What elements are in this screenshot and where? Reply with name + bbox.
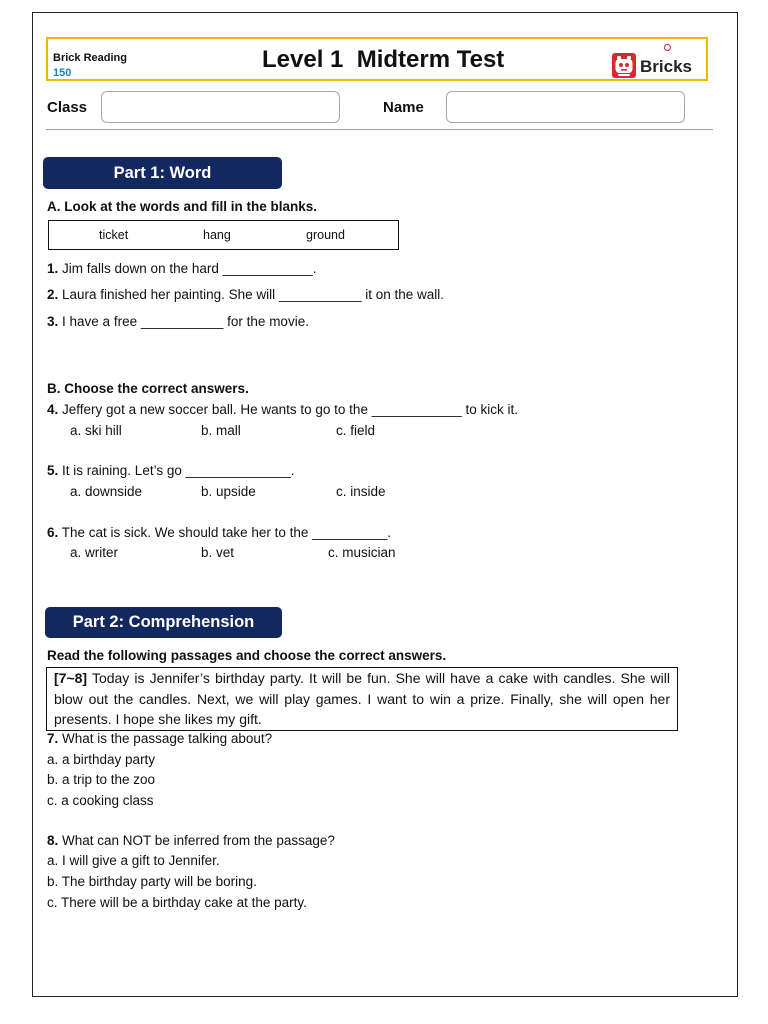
question-number: 2.	[47, 287, 59, 302]
question-6	[47, 523, 391, 543]
section-b-instruction: B. Choose the correct answers.	[47, 381, 249, 396]
question-4-option-a: a. ski hill	[70, 423, 122, 438]
bricks-mascot-icon	[612, 53, 636, 78]
question-6-option-c: c. musician	[328, 545, 396, 560]
question-5	[47, 461, 294, 481]
word-bank	[48, 220, 399, 250]
bricks-logo-text: Bricks	[640, 57, 692, 76]
question-8-option-a: a. I will give a gift to Jennifer.	[47, 853, 220, 868]
name-label: Name	[383, 99, 424, 116]
question-text: What is the passage talking about?	[62, 731, 273, 746]
question-8-option-c: c. There will be a birthday cake at the party.	[47, 895, 307, 910]
passage-label: [7~8]	[54, 670, 88, 686]
part1-banner: Part 1: Word	[43, 157, 282, 189]
question-number: 7.	[47, 731, 59, 746]
passage-box	[46, 667, 678, 731]
question-number: 1.	[47, 261, 59, 276]
question-number: 8.	[47, 833, 59, 848]
question-text: Jim falls down on the hard ____________.	[62, 261, 317, 276]
question-5-option-c: c. inside	[336, 484, 386, 499]
class-field[interactable]	[101, 91, 340, 123]
name-field[interactable]	[446, 91, 685, 123]
question-7	[47, 729, 272, 749]
word-bank-item: hang	[203, 228, 231, 242]
question-4	[47, 400, 518, 420]
question-6-option-b: b. vet	[201, 545, 235, 560]
question-number: 3.	[47, 314, 59, 329]
word-bank-item: ground	[306, 228, 345, 242]
question-4-option-b: b. mall	[201, 423, 241, 438]
class-label: Class	[47, 99, 88, 116]
test-header	[46, 37, 708, 81]
level-code: 150	[53, 67, 72, 79]
question-2	[47, 285, 444, 305]
series-name: Brick Reading	[53, 52, 127, 64]
question-number: 6.	[47, 525, 59, 540]
question-number: 5.	[47, 463, 59, 478]
question-7-option-a: a. a birthday party	[47, 752, 156, 767]
question-7-option-c: c. a cooking class	[47, 793, 154, 808]
question-text: Jeffery got a new soccer ball. He wants to go to the ____________ to kick it.	[62, 402, 519, 417]
question-4-option-c: c. field	[336, 423, 376, 438]
header-divider	[46, 129, 713, 130]
question-text: Laura finished her painting. She will ___________ it on the wall.	[62, 287, 445, 302]
word-bank-item: ticket	[99, 228, 129, 242]
section-a-instruction: A. Look at the words and fill in the blanks.	[47, 199, 318, 214]
question-1	[47, 259, 316, 279]
logo-dot-icon	[664, 44, 671, 51]
question-text: The cat is sick. We should take her to the __________.	[61, 525, 391, 540]
question-5-option-a: a. downside	[70, 484, 143, 499]
question-7-option-b: b. a trip to the zoo	[47, 772, 156, 787]
question-number: 4.	[47, 402, 59, 417]
question-8	[47, 831, 335, 851]
question-text: It is raining. Let’s go ______________.	[62, 463, 295, 478]
question-3	[47, 312, 309, 332]
passage-text: Today is Jennifer’s birthday party. It will be fun. She will have a cake with candles. She will blow out the candles. Next, we will play games. I want to win a prize. Finally, she will open her presents. I hope she likes my gift.	[54, 670, 670, 727]
part2-instruction: Read the following passages and choose the correct answers.	[47, 648, 447, 663]
test-title: Level 1 Midterm Test	[262, 46, 505, 73]
question-5-option-b: b. upside	[201, 484, 256, 499]
question-6-option-a: a. writer	[70, 545, 119, 560]
part2-banner: Part 2: Comprehension	[45, 607, 282, 638]
question-text: I have a free ___________ for the movie.	[62, 314, 309, 329]
question-text: What can NOT be inferred from the passage?	[62, 833, 335, 848]
question-8-option-b: b. The birthday party will be boring.	[47, 874, 257, 889]
